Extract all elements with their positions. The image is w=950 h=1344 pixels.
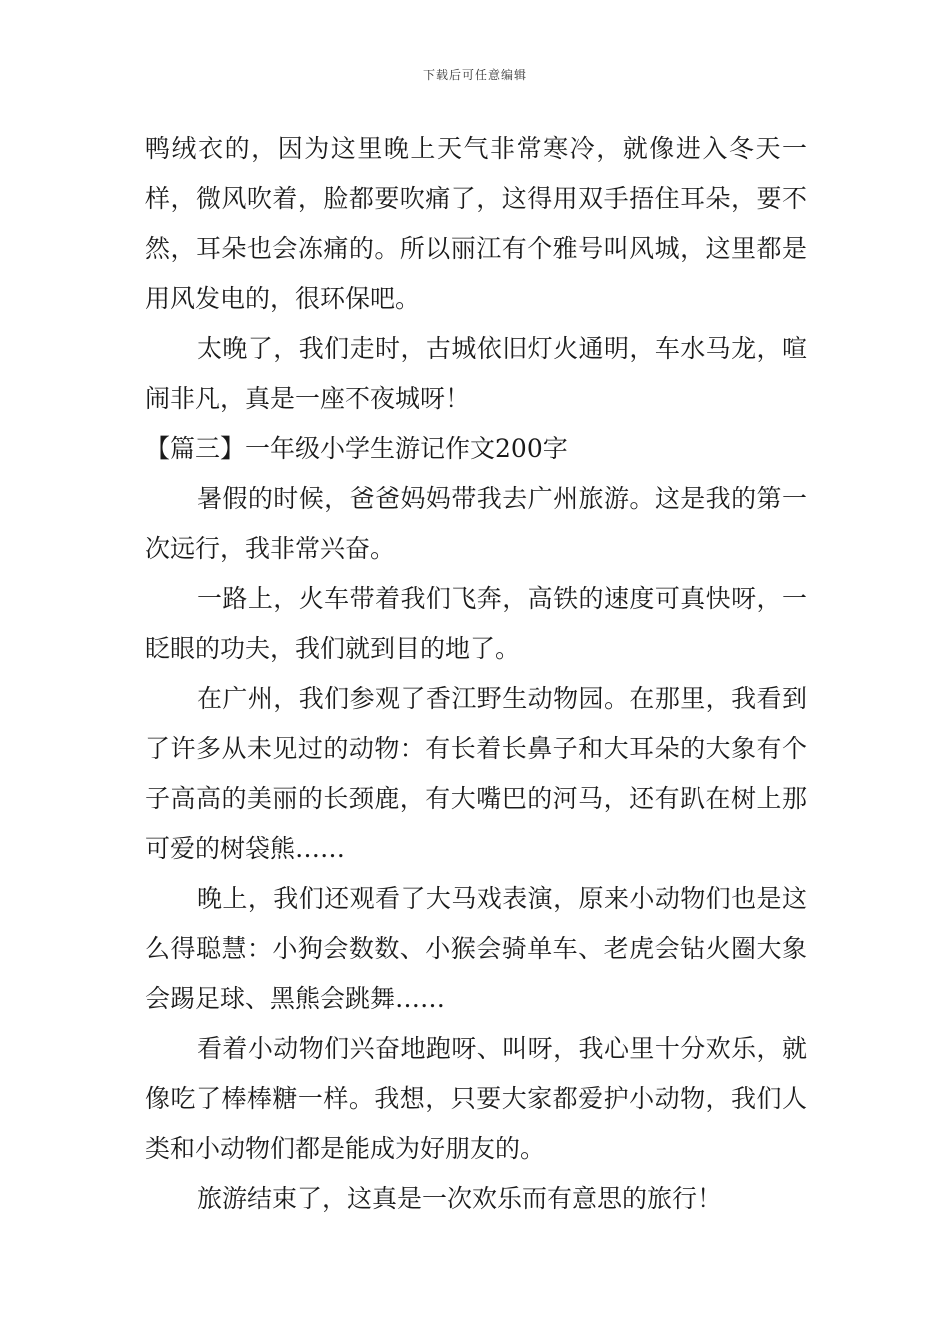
paragraph: 旅游结束了，这真是一次欢乐而有意思的旅行！ bbox=[197, 1184, 723, 1213]
paragraph-continuation: 鸭绒衣的，因为这里晚上天气非常寒冷，就像进入冬天一样，微风吹着，脸都要吹痛了，这得用双手捂住耳朵，要不然，耳朵也会冻痛的。所以丽江有个雅号叫风城，这里都是用风发电的，很环保吧。 bbox=[145, 134, 807, 313]
document-body bbox=[145, 124, 807, 1224]
paragraph: 太晚了，我们走时，古城依旧灯火通明，车水马龙，喧闹非凡，真是一座不夜城呀！ bbox=[145, 334, 807, 413]
paragraph: 在广州，我们参观了香江野生动物园。在那里，我看到了许多从未见过的动物：有长着长鼻子和大耳朵的大象有个子高高的美丽的长颈鹿，有大嘴巴的河马，还有趴在树上那可爱的树袋熊…… bbox=[145, 684, 807, 863]
section-heading: 【篇三】一年级小学生游记作文200字 bbox=[145, 434, 568, 463]
header-note: 下载后可任意编辑 bbox=[422, 68, 527, 82]
paragraph: 看着小动物们兴奋地跑呀、叫呀，我心里十分欢乐，就像吃了棒棒糖一样。我想，只要大家都爱护小动物，我们人类和小动物们都是能成为好朋友的。 bbox=[145, 1034, 807, 1163]
paragraph: 暑假的时候，爸爸妈妈带我去广州旅游。这是我的第一次远行，我非常兴奋。 bbox=[145, 484, 807, 563]
paragraph: 一路上，火车带着我们飞奔，高铁的速度可真快呀，一眨眼的功夫，我们就到目的地了。 bbox=[145, 584, 807, 663]
paragraph: 晚上，我们还观看了大马戏表演，原来小动物们也是这么得聪慧：小狗会数数、小猴会骑单车、老虎会钻火圈大象会踢足球、黑熊会跳舞…… bbox=[145, 884, 807, 1013]
